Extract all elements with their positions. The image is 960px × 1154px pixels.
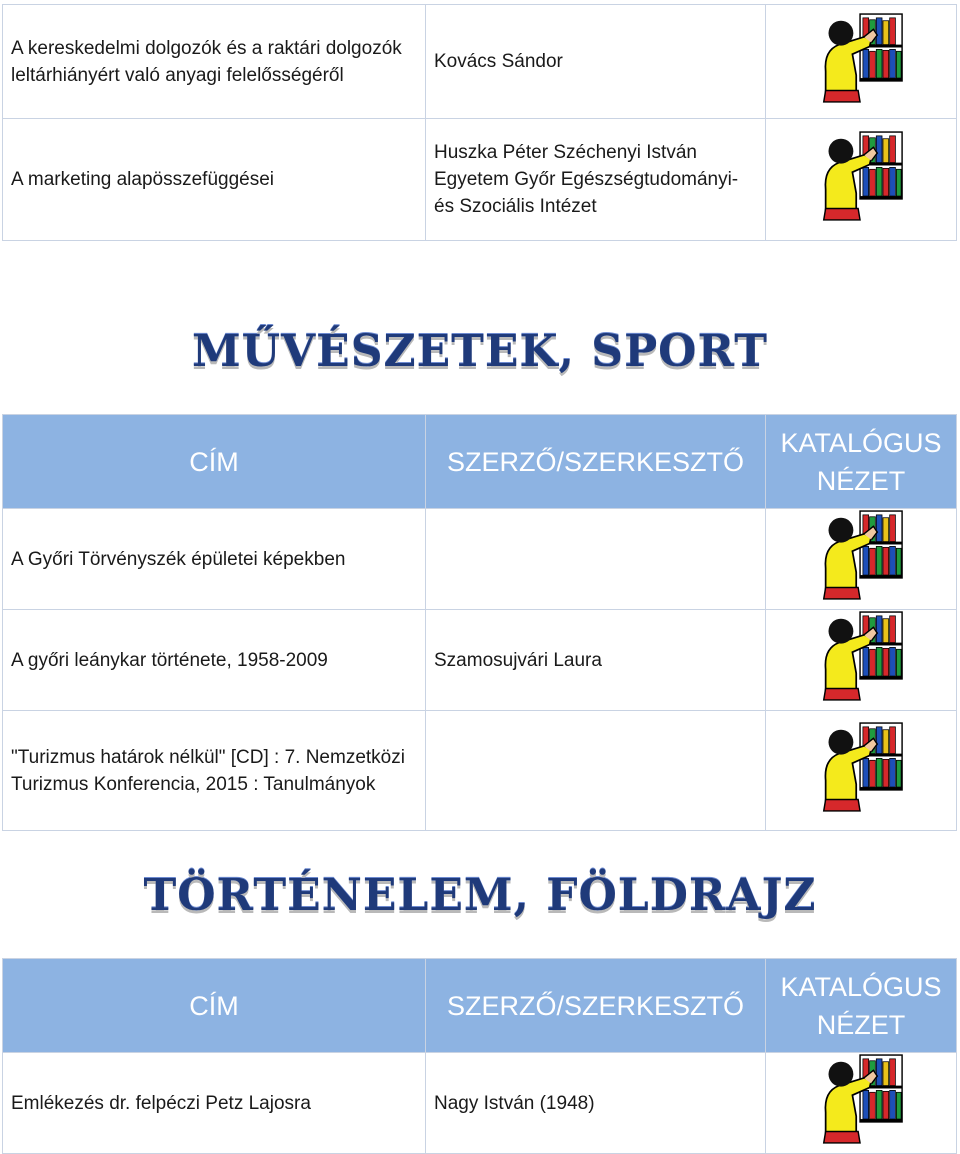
catalog-view-icon[interactable] — [818, 12, 904, 104]
column-header-catalog: KATALÓGUS NÉZET — [766, 959, 957, 1053]
book-author: Huszka Péter Széchenyi István Egyetem Győr Egészségtudományi- és Szociális Intézet — [426, 119, 766, 241]
catalog-view-icon[interactable] — [818, 610, 904, 702]
catalog-view-icon[interactable] — [818, 721, 904, 813]
column-header-author: SZERZŐ/SZERKESZTŐ — [426, 959, 766, 1053]
catalog-view-cell[interactable] — [766, 119, 957, 241]
book-title: A Győri Törvényszék épületei képekben — [3, 509, 426, 610]
table-row — [3, 509, 957, 610]
catalog-view-cell[interactable] — [766, 1053, 957, 1154]
table-row — [3, 610, 957, 711]
column-header-title: CÍM — [3, 959, 426, 1053]
book-author: Nagy István (1948) — [426, 1053, 766, 1154]
catalog-view-cell[interactable] — [766, 711, 957, 831]
book-title: A marketing alapösszefüggései — [3, 119, 426, 241]
catalog-view-icon[interactable] — [818, 1053, 904, 1145]
column-header-catalog: KATALÓGUS NÉZET — [766, 415, 957, 509]
table-row — [3, 1053, 957, 1154]
book-title: A kereskedelmi dolgozók és a raktári dolgozók leltárhiányért való anyagi felelősségéről — [3, 5, 426, 119]
table-row — [3, 5, 957, 119]
catalog-view-icon[interactable] — [818, 130, 904, 222]
book-author: Szamosujvári Laura — [426, 610, 766, 711]
section-heading-arts-sport: MŰVÉSZETEK, SPORT — [191, 326, 769, 377]
top-catalog-table — [2, 4, 957, 241]
arts-sport-catalog-table — [2, 414, 957, 831]
catalog-view-cell[interactable] — [766, 5, 957, 119]
column-header-author: SZERZŐ/SZERKESZTŐ — [426, 415, 766, 509]
book-title: Emlékezés dr. felpéczi Petz Lajosra — [3, 1053, 426, 1154]
table-header-row — [3, 959, 957, 1053]
table-header-row — [3, 415, 957, 509]
section-heading-history-geography: TÖRTÉNELEM, FÖLDRAJZ — [143, 870, 817, 921]
book-author: Kovács Sándor — [426, 5, 766, 119]
table-row — [3, 711, 957, 831]
catalog-view-cell[interactable] — [766, 610, 957, 711]
catalog-view-cell[interactable] — [766, 509, 957, 610]
column-header-title: CÍM — [3, 415, 426, 509]
catalog-view-icon[interactable] — [818, 509, 904, 601]
book-author — [426, 509, 766, 610]
table-row — [3, 119, 957, 241]
book-author — [426, 711, 766, 831]
book-title: "Turizmus határok nélkül" [CD] : 7. Nemzetközi Turizmus Konferencia, 2015 : Tanulmányok — [3, 711, 426, 831]
book-title: A győri leánykar története, 1958-2009 — [3, 610, 426, 711]
history-geography-catalog-table — [2, 958, 957, 1154]
